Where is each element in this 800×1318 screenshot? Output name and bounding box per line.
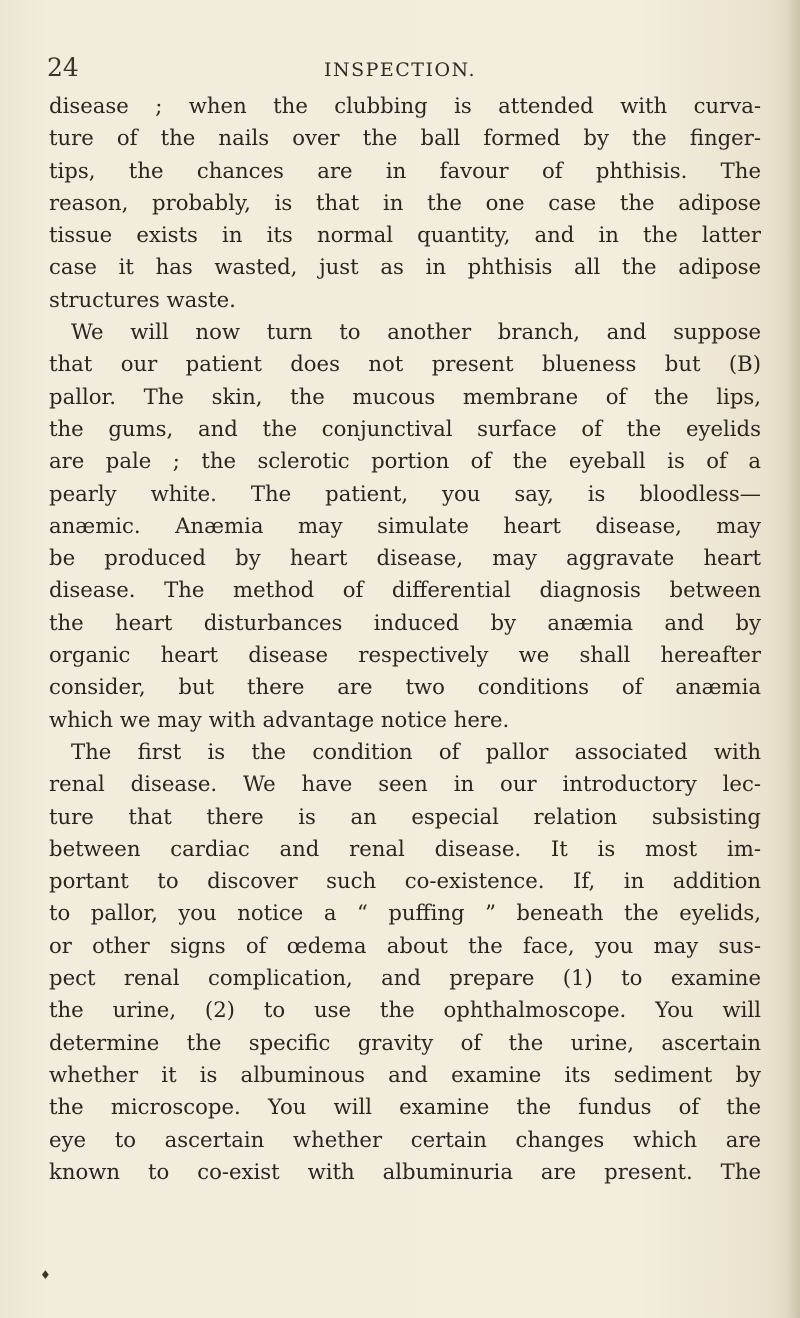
text-line: known to co-exist with albuminuria are present. The <box>49 1158 761 1184</box>
text-line: ture of the nails over the ball formed by the finger- <box>49 125 761 151</box>
page-number: 24 <box>47 53 79 82</box>
running-head: INSPECTION. <box>323 59 477 81</box>
text-line: ture that there is an especial relation subsisting <box>49 803 761 829</box>
text-line: that our patient does not present blueness but (B) <box>49 351 761 377</box>
text-line: or other signs of œdema about the face, you may sus- <box>49 932 761 958</box>
text-line: disease. The method of differential diagnosis between <box>49 577 761 603</box>
text-line: are pale ; the sclerotic portion of the eyeball is of a <box>49 448 761 474</box>
text-line: The first is the condition of pallor associated with <box>71 738 761 764</box>
text-line: We will now turn to another branch, and suppose <box>71 319 761 345</box>
text-line: portant to discover such co-existence. If, in addition <box>49 868 761 894</box>
text-line: pearly white. The patient, you say, is bloodless— <box>49 480 761 506</box>
text-line: be produced by heart disease, may aggravate heart <box>49 545 761 571</box>
text-line: tissue exists in its normal quantity, and in the latter <box>49 222 761 248</box>
text-line: consider, but there are two conditions of anæmia <box>49 674 761 700</box>
text-line: determine the specific gravity of the urine, ascertain <box>49 1029 761 1055</box>
text-line: reason, probably, is that in the one case the adipose <box>49 189 761 215</box>
text-line: the heart disturbances induced by anæmia and by <box>49 609 761 635</box>
text-line: anæmic. Anæmia may simulate heart disease, may <box>49 512 761 538</box>
text-line: renal disease. We have seen in our introductory lec- <box>49 771 761 797</box>
text-line: pallor. The skin, the mucous membrane of the lips, <box>49 383 761 409</box>
printer-mark: ♦ <box>40 1268 51 1282</box>
text-line: the urine, (2) to use the ophthalmoscope. You will <box>49 997 761 1023</box>
text-line: disease ; when the clubbing is attended with curva- <box>49 93 761 118</box>
text-line: between cardiac and renal disease. It is most im- <box>49 835 761 861</box>
text-line: organic heart disease respectively we shall hereafter <box>49 642 761 668</box>
text-line: whether it is albuminous and examine its sediment by <box>49 1061 761 1087</box>
text-line: pect renal complication, and prepare (1) to examine <box>49 965 761 991</box>
body-text <box>49 90 761 1188</box>
text-line: structures waste. <box>49 286 236 312</box>
page-edge-shadow <box>786 0 800 1318</box>
text-line: to pallor, you notice a “ puffing ” beneath the eyelids, <box>49 900 761 926</box>
text-line: which we may with advantage notice here. <box>49 706 510 732</box>
text-line: case it has wasted, just as in phthisis all the adipose <box>49 254 761 280</box>
text-line: the microscope. You will examine the fundus of the <box>49 1094 761 1120</box>
text-line: eye to ascertain whether certain changes which are <box>49 1126 761 1152</box>
text-line: tips, the chances are in favour of phthisis. The <box>49 157 761 183</box>
text-line: the gums, and the conjunctival surface of the eyelids <box>49 415 761 441</box>
